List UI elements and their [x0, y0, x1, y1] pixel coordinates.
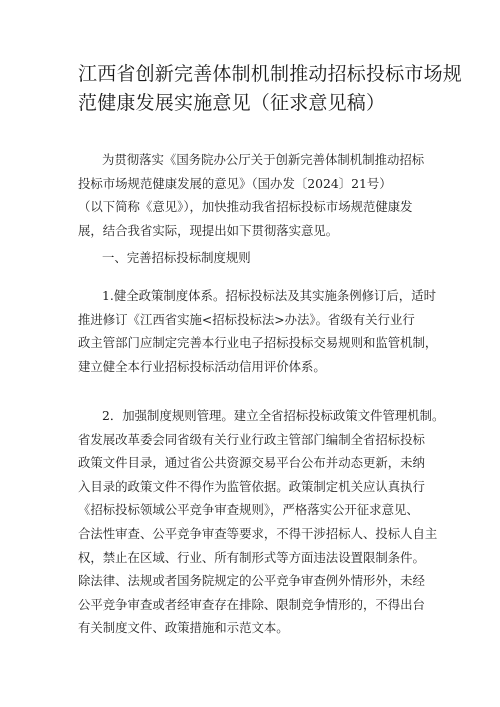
paragraph-line: 省发展改革委会同省级有关行业行政主管部门编制全省招标投标	[78, 431, 425, 447]
paragraph-line: 除法律、法规或者国务院规定的公平竞争审查例外情形外，未经	[78, 573, 425, 589]
paragraph-line: 展，结合我省实际，现提出如下贯彻落实意见。	[78, 222, 339, 238]
paragraph-line: 权，禁止在区域、行业、所有制形式等方面违法设置限制条件。	[78, 549, 425, 565]
section-heading-text: 一、完善招标投标制度规则	[102, 250, 251, 265]
paragraph-line: 2．加强制度规则管理。建立全省招标投标政策文件管理机制。	[102, 408, 445, 423]
section-heading	[78, 246, 435, 270]
item-1-paragraph	[78, 284, 438, 378]
paragraph-line: 入目录的政策文件不得作为监管依据。政策制定机关应认真执行	[78, 478, 425, 494]
intro-paragraph	[78, 148, 435, 242]
item-2-paragraph	[78, 404, 445, 640]
paragraph-line: 公平竞争审查或者经审查存在排除、限制竞争情形的，不得出台	[78, 596, 425, 612]
paragraph-line: 政策文件目录，通过省公共资源交易平台公布并动态更新，未纳	[78, 455, 425, 471]
paragraph-line: 合法性审查、公平竞争审查等要求，不得干涉招标人、投标人自主	[78, 525, 438, 541]
paragraph-line: 为贯彻落实《国务院办公厅关于创新完善体制机制推动招标	[102, 152, 425, 167]
paragraph-line: 建立健全本行业招标投标活动信用评价体系。	[78, 358, 326, 374]
paragraph-line: 推进修订《江西省实施<招标投标法>办法》。省级有关行业行	[78, 311, 415, 327]
document-title	[78, 60, 463, 118]
paragraph-line: 1.健全政策制度体系。招标投标法及其实施条例修订后，适时	[102, 288, 436, 303]
paragraph-line: 《招标投标领域公平竞争审查规则》，严格落实公开征求意见、	[78, 502, 419, 518]
paragraph-line: （以下简称《意见》），加快推动我省招标投标市场规范健康发	[78, 199, 413, 215]
paragraph-line: 政主管部门应制定完善本行业电子招标投标交易规则和监管机制，	[78, 335, 438, 351]
title-line: 范健康发展实施意见（征求意见稿）	[78, 92, 386, 114]
paragraph-line: 投标市场规范健康发展的意见》（国办发〔2024〕21号）	[78, 175, 392, 191]
paragraph-line: 有关制度文件、政策措施和示范文本。	[78, 620, 289, 636]
title-line: 江西省创新完善体制机制推动招标投标市场规	[78, 63, 463, 85]
